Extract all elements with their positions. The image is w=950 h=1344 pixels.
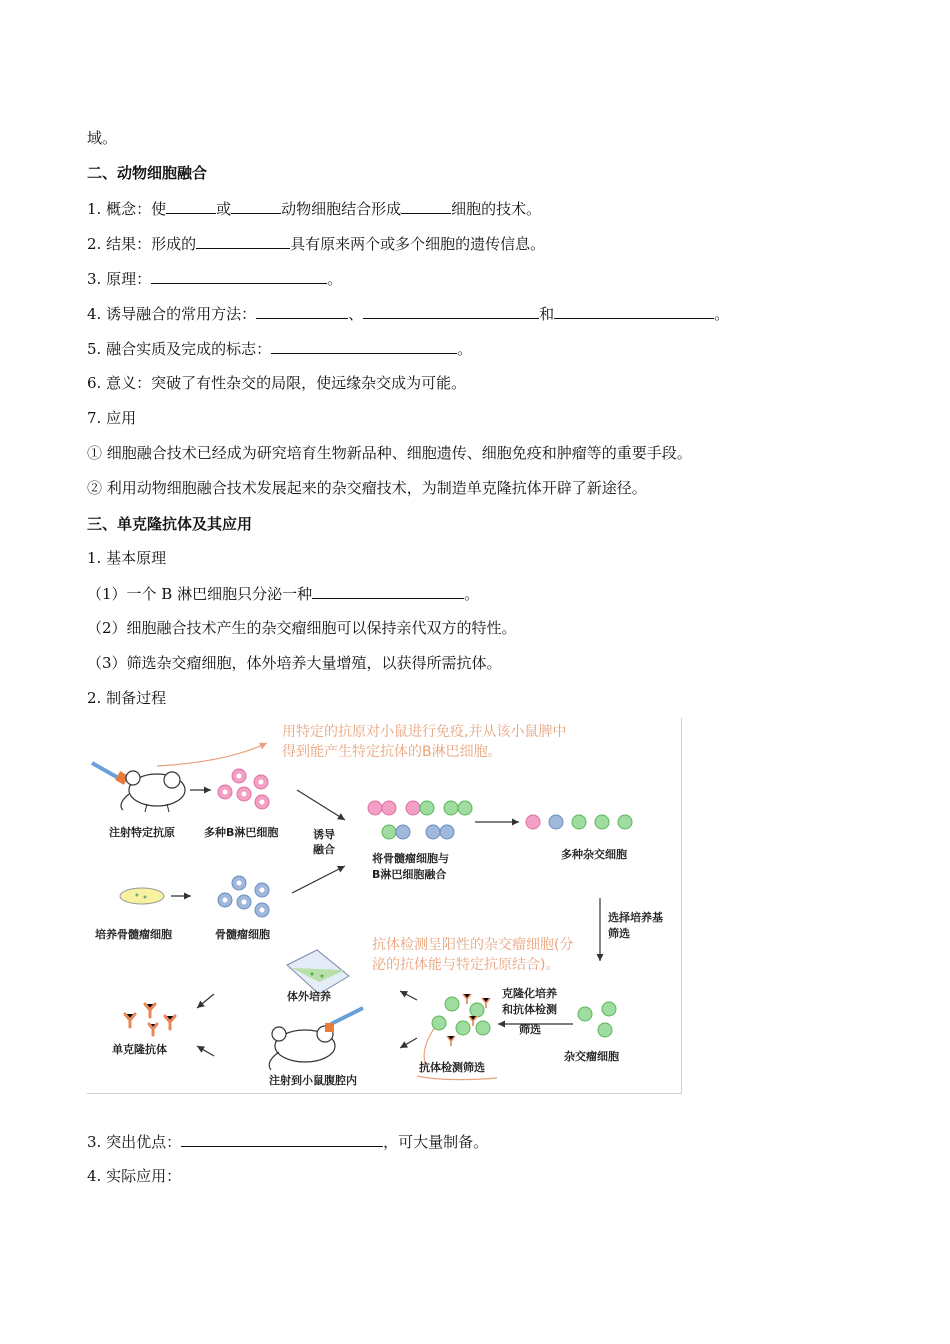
label-fuse-1: 将骨髓瘤细胞与 — [372, 852, 449, 865]
text-line: （2）细胞融合技术产生的杂交瘤细胞可以保持亲代双方的特性。 — [87, 619, 517, 637]
result-line: 2. 结果：形成的 具有原来两个或多个细胞的遗传信息。 — [87, 235, 546, 253]
text-line: 4. 实际应用： — [87, 1167, 182, 1185]
fill-blank[interactable] — [231, 198, 281, 214]
fill-blank[interactable] — [271, 338, 457, 354]
fill-blank[interactable] — [363, 303, 539, 319]
hybridoma-cells — [578, 1002, 616, 1037]
section-heading: 二、动物细胞融合 — [87, 164, 208, 182]
label-myeloma: 骨髓瘤细胞 — [215, 928, 270, 941]
text-line: 6. 意义：突破了有性杂交的局限，使远缘杂交成为可能。 — [87, 374, 467, 392]
label-clone-1: 克隆化培养 — [502, 987, 557, 1000]
essence-line: 5. 融合实质及完成的标志： 。 — [87, 340, 473, 358]
note-immunize-1: 用特定的抗原对小鼠进行免疫,并从该小鼠脾中 — [282, 724, 567, 740]
label-inject-mouse: 注射到小鼠腹腔内 — [269, 1074, 357, 1087]
label-clone-3: 筛选 — [519, 1023, 541, 1036]
note-positive-2: 泌的抗体能与特定抗原结合)。 — [372, 957, 560, 973]
fill-blank[interactable] — [151, 268, 327, 284]
text-line: ① 细胞融合技术已经成为研究培育生物新品种、细胞遗传、细胞免疫和肿瘤等的重要手段。 — [87, 444, 692, 462]
label-select-2: 筛选 — [608, 927, 630, 940]
antibody-icons — [125, 1004, 175, 1035]
label-fuse-2: B淋巴细胞融合 — [372, 868, 447, 881]
note-immunize-2: 得到能产生特定抗体的B淋巴细胞。 — [282, 744, 502, 760]
hybrid-cells-row — [526, 815, 632, 829]
label-inject-antigen: 注射特定抗原 — [109, 826, 175, 839]
syringe-icon — [92, 763, 129, 785]
text-line: 2. 制备过程 — [87, 689, 167, 707]
text-line: （3）筛选杂交瘤细胞，体外培养大量增殖，以获得所需抗体。 — [87, 654, 502, 672]
fill-blank[interactable] — [256, 303, 348, 319]
methods-line: 4. 诱导融合的常用方法： 、 和 。 — [87, 305, 730, 323]
principle-line: 3. 原理： 。 — [87, 270, 343, 288]
fusion-cells — [368, 801, 472, 839]
label-select-1: 选择培养基 — [608, 911, 663, 924]
mab-process-figure — [87, 718, 682, 1094]
petri-dish-icon — [120, 888, 164, 904]
concept-line: 1. 概念：使 或 动物细胞结合形成 细胞的技术。 — [87, 200, 542, 218]
note-positive-1: 抗体检测呈阳性的杂交瘤细胞(分 — [372, 937, 574, 953]
text-line: ② 利用动物细胞融合技术发展起来的杂交瘤技术，为制造单克隆抗体开辟了新途径。 — [87, 479, 647, 497]
culture-flask-icon — [287, 950, 349, 994]
fill-blank[interactable] — [166, 198, 216, 214]
mouse-injection-icon — [269, 1008, 363, 1070]
fill-blank[interactable] — [181, 1131, 383, 1147]
section-heading: 三、单克隆抗体及其应用 — [87, 515, 253, 533]
mouse-icon — [121, 771, 185, 812]
text-line: 1. 基本原理 — [87, 549, 167, 567]
fill-blank[interactable] — [554, 303, 714, 319]
antibody-detection-cluster — [432, 994, 490, 1046]
label-in-vitro: 体外培养 — [287, 990, 331, 1003]
fill-blank[interactable] — [196, 233, 290, 249]
label-mab: 单克隆抗体 — [112, 1043, 167, 1056]
advantage-line: 3. 突出优点： ，可大量制备。 — [87, 1133, 489, 1151]
label-clone-2: 和抗体检测 — [502, 1003, 557, 1016]
label-b-cells: 多种B淋巴细胞 — [204, 826, 279, 839]
fill-blank[interactable] — [312, 583, 464, 599]
label-antibody-screen: 抗体检测筛选 — [419, 1061, 485, 1074]
principle-1-line: （1）一个 B 淋巴细胞只分泌一种 。 — [87, 585, 480, 603]
label-induce-1: 诱导 — [313, 828, 335, 841]
label-induce-2: 融合 — [313, 843, 335, 856]
fill-blank[interactable] — [401, 198, 451, 214]
text-line: 7. 应用 — [87, 409, 137, 427]
text-line: 域。 — [87, 129, 118, 147]
label-hybridoma: 杂交瘤细胞 — [564, 1050, 619, 1063]
label-culture-myeloma: 培养骨髓瘤细胞 — [95, 928, 172, 941]
label-hybrids: 多种杂交细胞 — [561, 848, 627, 861]
